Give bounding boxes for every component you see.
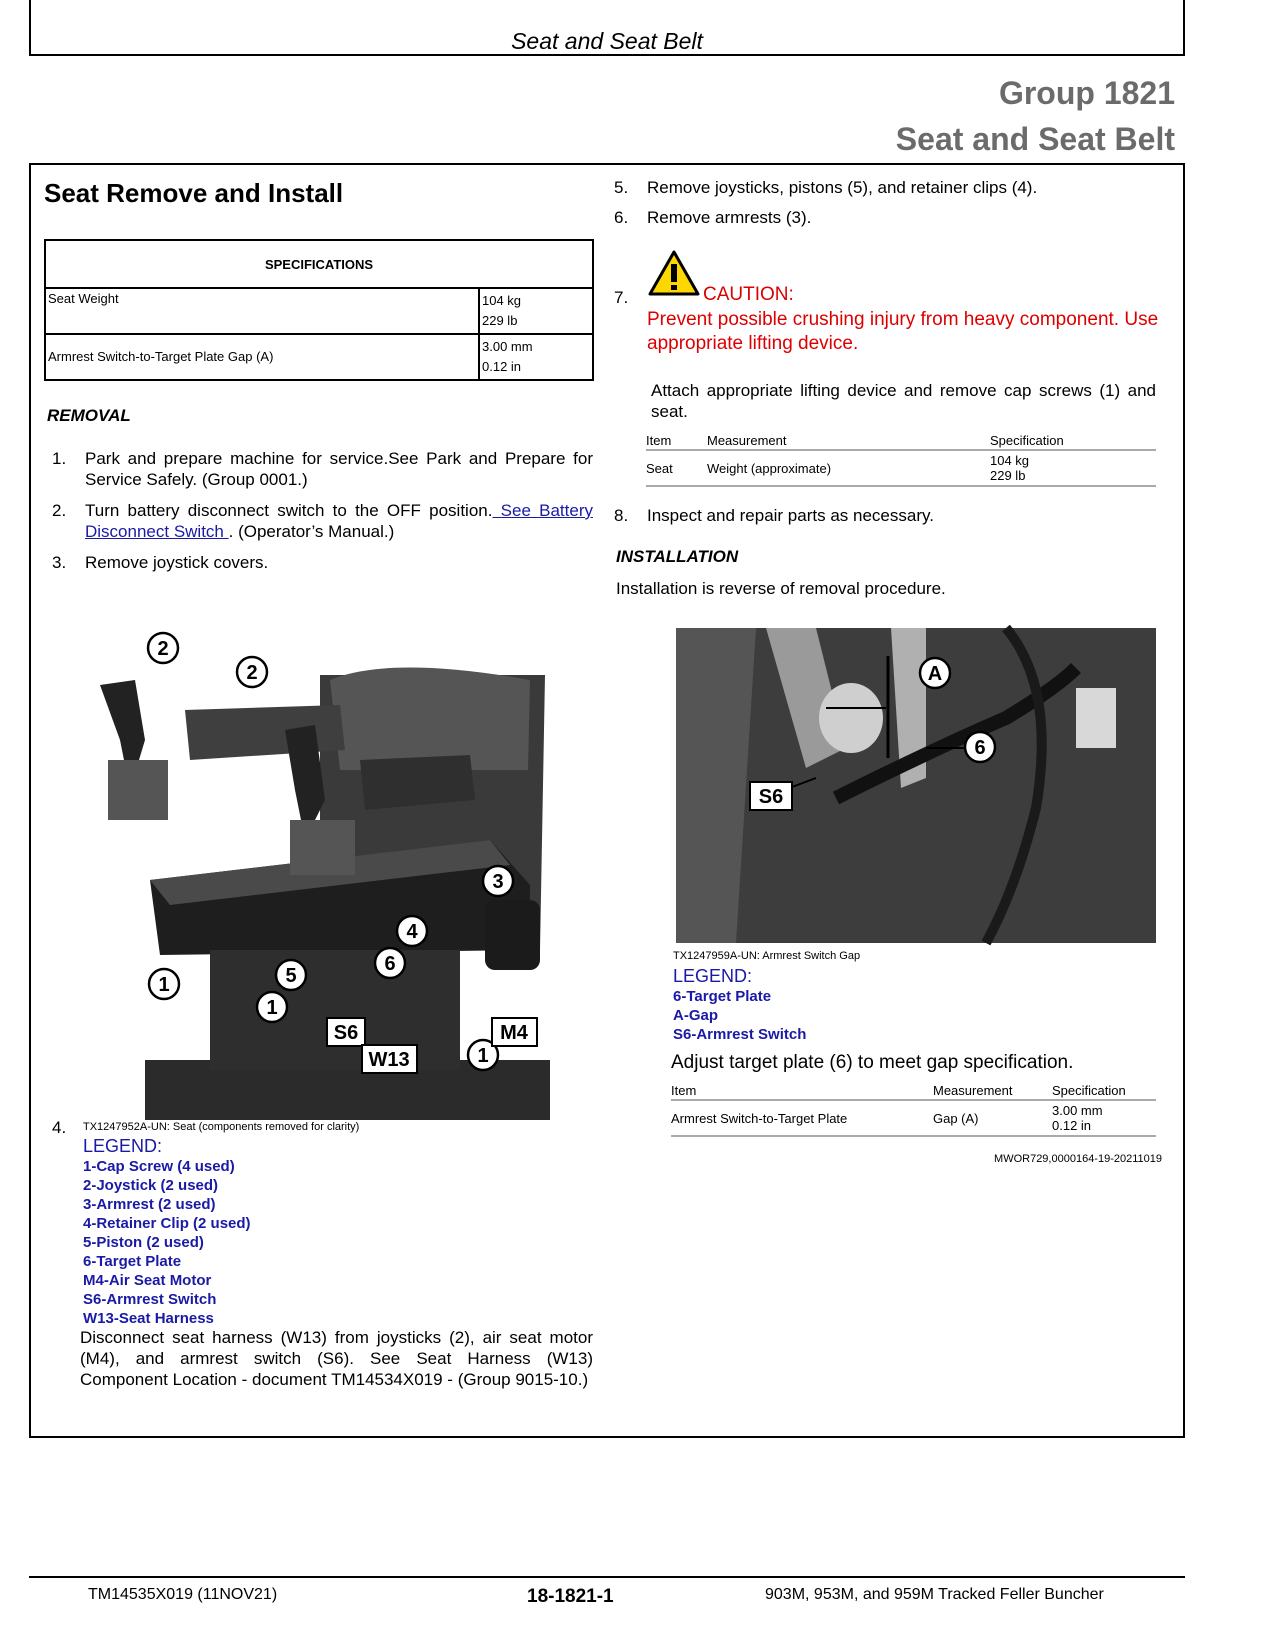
step-text-part: . (Operator’s Manual.) [228, 522, 395, 541]
table-cell: Seat [646, 450, 707, 486]
specifications-heading: SPECIFICATIONS [45, 240, 593, 288]
connector [1076, 688, 1116, 748]
legend-item: 6-Target Plate [83, 1253, 182, 1270]
step-text: Remove joystick covers. [85, 553, 269, 572]
spec-imperial: 229 lb [990, 468, 1026, 483]
gap-spec-table [671, 1081, 1156, 1137]
table-cell: Gap (A) [933, 1100, 1052, 1136]
callout-label: 3 [492, 871, 504, 893]
table-cell [990, 450, 1156, 486]
footer-rule [29, 1576, 1185, 1578]
legend-item: W13-Seat Harness [83, 1310, 214, 1327]
footer-page-number: 18-1821-1 [527, 1586, 614, 1607]
spec-value-metric: 104 kg [482, 293, 522, 308]
spec-value-imperial: 0.12 in [482, 359, 522, 374]
installation-heading: INSTALLATION [616, 547, 739, 566]
step-8 [614, 505, 1154, 526]
footer-machine-title: 903M, 953M, and 959M Tracked Feller Buncher [765, 1586, 1104, 1603]
step-2 [52, 500, 593, 542]
table-row [646, 450, 1156, 486]
switch-body [819, 683, 883, 753]
callout-label: 6 [974, 737, 986, 759]
step-text: Remove joysticks, pistons (5), and retainer clips (4). [647, 178, 1038, 197]
legend-title: LEGEND: [83, 1136, 163, 1156]
legend-item: 5-Piston (2 used) [83, 1234, 204, 1251]
legend-item: S6-Armrest Switch [83, 1291, 217, 1308]
table-row [671, 1100, 1156, 1136]
figure1-legend [83, 1136, 251, 1328]
armrest-switch-figure [676, 628, 1156, 943]
caution-text: Prevent possible crushing injury from heavy component. Use appropriate lifting device. [647, 309, 1159, 354]
step-7-number: 7. [614, 288, 629, 307]
adjust-text: Adjust target plate (6) to meet gap specification. [671, 1052, 1074, 1073]
figure1-caption: TX1247952A-UN: Seat (components removed for clarity) [83, 1121, 360, 1133]
caution-title: CAUTION: [703, 284, 794, 305]
spec-value-imperial: 229 lb [482, 313, 518, 328]
section-title: Seat Remove and Install [44, 178, 344, 208]
legend-item: 1-Cap Screw (4 used) [83, 1158, 235, 1175]
table-cell [1052, 1100, 1156, 1136]
legend-item: M4-Air Seat Motor [83, 1272, 212, 1289]
step-4-text: Disconnect seat harness (W13) from joysticks (2), air seat motor (M4), and armrest switch (S6). See Seat Harness (W13) Component Location - document TM14534X019 - (Group 9015-10.) [80, 1328, 593, 1389]
step-6 [614, 207, 1154, 228]
removal-heading: REMOVAL [47, 406, 131, 425]
legend-item: 6-Target Plate [673, 988, 772, 1005]
column-header: Item [671, 1081, 933, 1100]
document-id: MWOR729,0000164-19-20211019 [994, 1153, 1162, 1165]
spec-label: Seat Weight [45, 288, 479, 334]
spec-metric: 104 kg [990, 453, 1030, 468]
callout-label: W13 [368, 1049, 410, 1071]
specifications-table [44, 239, 594, 381]
callout-label: 6 [384, 953, 396, 975]
step-text: Inspect and repair parts as necessary. [647, 506, 934, 525]
step-text: Remove armrests (3). [647, 208, 812, 227]
step-number: 3. [52, 553, 67, 572]
legend-item: A-Gap [673, 1007, 718, 1024]
legend-item: 3-Armrest (2 used) [83, 1196, 216, 1213]
group-title: Seat and Seat Belt [895, 121, 1175, 157]
column-header: Specification [990, 431, 1156, 450]
step-3 [52, 552, 593, 573]
armrest-component [485, 900, 540, 970]
legend-title: LEGEND: [673, 966, 753, 986]
callout-label: 1 [477, 1045, 489, 1067]
callout-label: A [927, 663, 943, 685]
joystick-left-base [108, 760, 168, 820]
callout-label: 1 [158, 974, 170, 996]
spec-value [479, 334, 593, 380]
legend-item: 2-Joystick (2 used) [83, 1177, 219, 1194]
callout-label: 1 [266, 997, 278, 1019]
spec-label: Armrest Switch-to-Target Plate Gap (A) [45, 334, 479, 380]
callout-label: 2 [157, 638, 169, 660]
running-title: Seat and Seat Belt [511, 28, 703, 54]
seat-figure [90, 638, 570, 1120]
callout-label: S6 [333, 1022, 359, 1044]
callout-label: S6 [758, 786, 784, 808]
footer-manual-id: TM14535X019 (11NOV21) [88, 1586, 278, 1603]
step-1 [52, 448, 593, 490]
step-text [85, 500, 593, 542]
step-text-part: Turn battery disconnect switch to the OFF position. [85, 501, 493, 520]
callout-label: M4 [500, 1022, 528, 1044]
table-row [45, 334, 593, 380]
warning-icon [648, 250, 700, 296]
callout-label: 5 [285, 965, 297, 987]
step-text: Park and prepare machine for service.See Park and Prepare for Service Safely. (Group 0001.) [85, 449, 593, 489]
step-number: 8. [614, 506, 629, 525]
group-heading [896, 70, 1175, 162]
spec-metric: 3.00 mm [1052, 1103, 1103, 1118]
group-number: Group 1821 [998, 75, 1175, 111]
step-7-text: Attach appropriate lifting device and remove cap screws (1) and seat. [651, 381, 1156, 421]
seat-weight-table [646, 431, 1156, 487]
joystick-right-base [290, 820, 355, 875]
step-5 [614, 177, 1154, 198]
step-number: 5. [614, 178, 629, 197]
legend-item: S6-Armrest Switch [673, 1026, 807, 1043]
table-cell: Armrest Switch-to-Target Plate [671, 1100, 933, 1136]
table-cell: Weight (approximate) [707, 450, 990, 486]
spec-value [479, 288, 593, 334]
step-number: 6. [614, 208, 629, 227]
step-number: 2. [52, 501, 67, 520]
table-row [45, 288, 593, 334]
spec-value-metric: 3.00 mm [482, 339, 533, 354]
installation-text: Installation is reverse of removal procedure. [616, 579, 946, 598]
column-header: Item [646, 431, 707, 450]
figure2-legend [673, 966, 806, 1044]
column-header: Specification [1052, 1081, 1156, 1100]
column-header: Measurement [707, 431, 990, 450]
backrest-highlight [330, 668, 530, 771]
column-header: Measurement [933, 1081, 1052, 1100]
figure2-caption: TX1247959A-UN: Armrest Switch Gap [673, 950, 861, 962]
legend-item: 4-Retainer Clip (2 used) [83, 1215, 251, 1232]
callout-label: 2 [246, 662, 258, 684]
callout-label: 4 [406, 921, 418, 943]
step-number: 4. [52, 1118, 67, 1137]
battery-disconnect-link[interactable]: See Battery Disconnect Switch [85, 501, 593, 541]
step-number: 1. [52, 449, 67, 468]
spec-imperial: 0.12 in [1052, 1118, 1092, 1133]
seat-suspension [210, 950, 460, 1070]
